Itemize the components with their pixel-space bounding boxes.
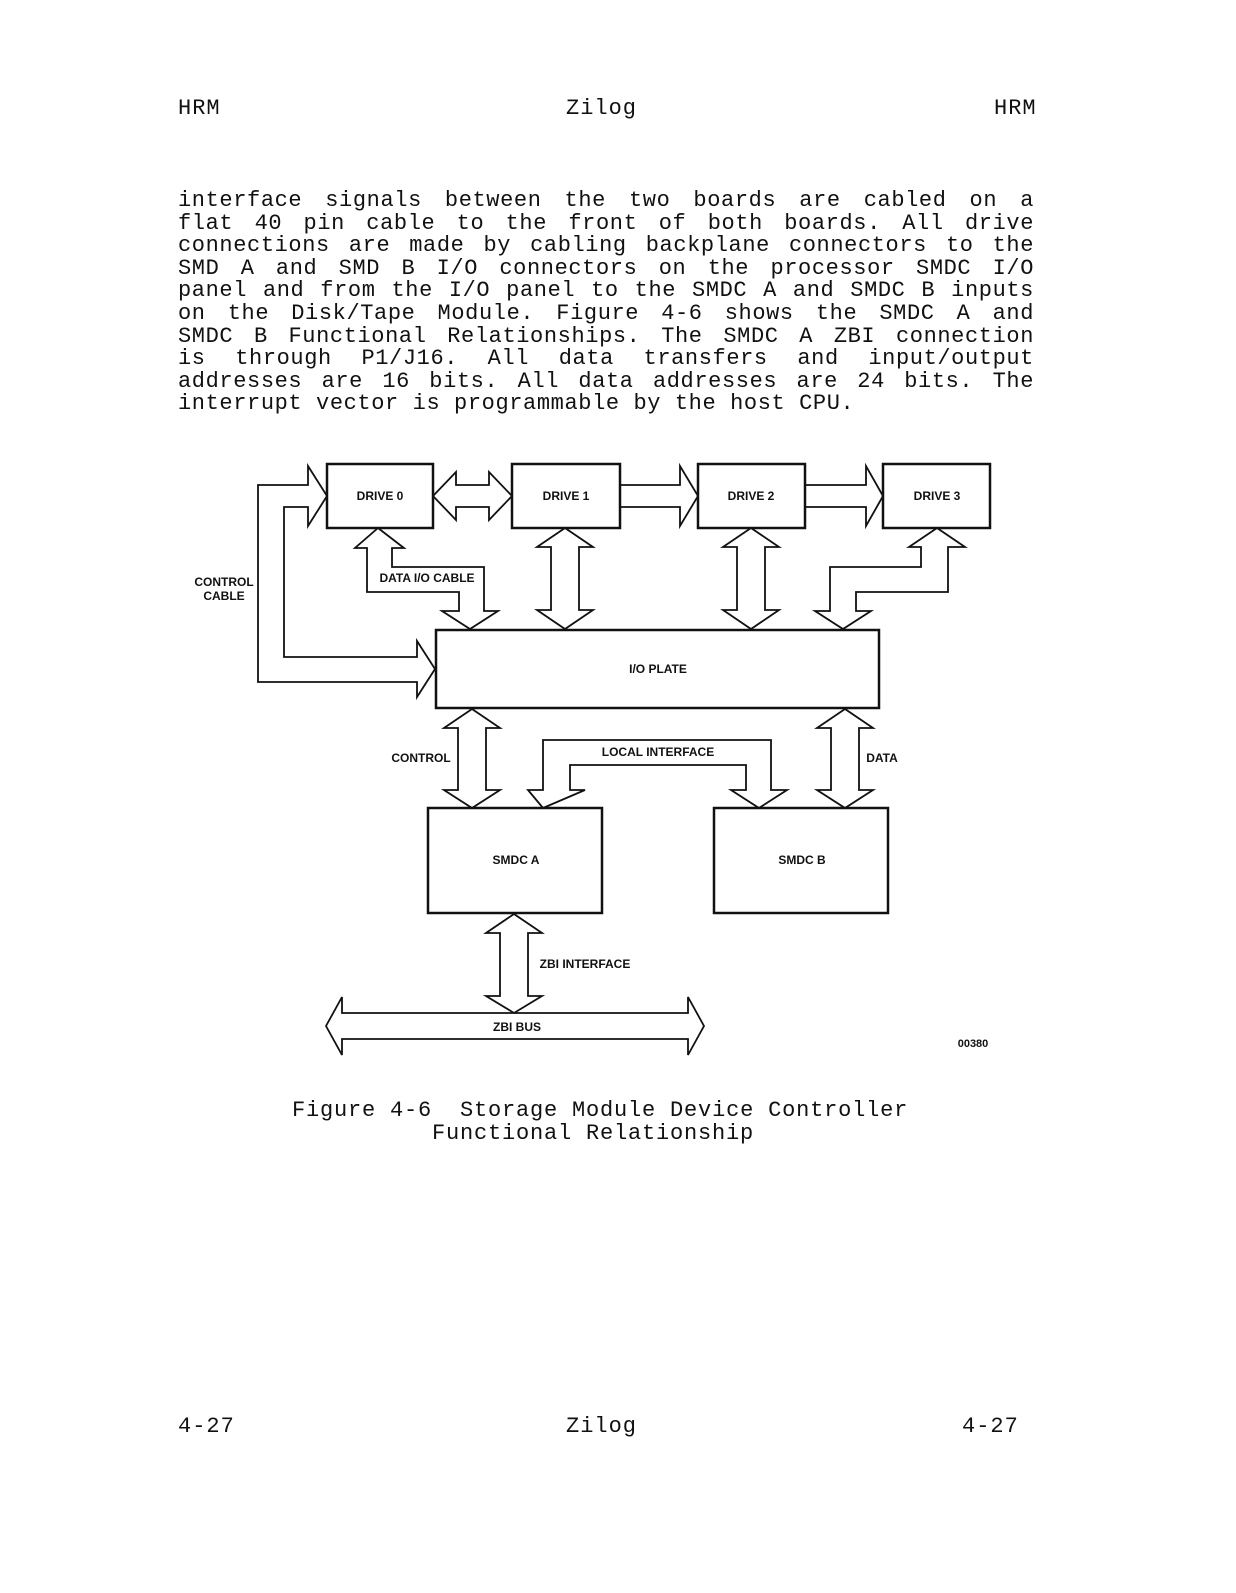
data-label: DATA [866,751,898,765]
header-center: Zilog [566,96,638,121]
footer-center: Zilog [566,1414,638,1439]
io-plate-label: I/O PLATE [629,662,687,676]
footer-right: 4-27 [962,1414,1019,1439]
control-label: CONTROL [391,751,451,765]
header-right: HRM [994,96,1037,121]
zbi-interface-arrow [486,914,542,1013]
control-cable-label-line2: CABLE [203,589,245,603]
drive-3-label: DRIVE 3 [913,489,961,503]
body-line: panel and from the I/O panel to the SMDC A and SMDC B inputs [178,278,1034,304]
control-arrow [444,709,500,808]
body-line: SMDC B Functional Relationships. The SMDC A ZBI connection [178,323,1034,349]
body-line: on the Disk/Tape Module. Figure 4-6 shows the SMDC A and [178,300,1034,326]
body-line: interrupt vector is programmable by the host CPU. [178,391,855,417]
drive0-drive1-arrow [433,472,512,520]
drive-0-label: DRIVE 0 [356,489,404,503]
data-io-cable-label: DATA I/O CABLE [379,571,475,585]
drive-2-label: DRIVE 2 [727,489,775,503]
body-line: addresses are 16 bits. All data addresses are 24 bits. The [178,368,1034,394]
data-arrow [817,709,873,808]
drive3-io-plate-arrow [815,528,965,629]
drive2-drive3-arrow [805,466,883,526]
zbi-interface-label: ZBI INTERFACE [539,957,631,971]
body-line: flat 40 pin cable to the front of both boards. All drive [178,210,1034,236]
local-interface-label: LOCAL INTERFACE [601,745,715,759]
zbi-bus-label: ZBI BUS [493,1020,541,1034]
figure-code: 00380 [957,1038,989,1050]
drive1-drive2-arrow [620,466,698,526]
body-line: connections are made by cabling backplane connectors to the [178,233,1034,259]
drive2-io-plate-arrow [723,528,779,629]
figure-caption-line1: Figure 4-6 Storage Module Device Controller [292,1098,909,1123]
body-line: interface signals between the two boards are cabled on a [178,188,1034,213]
body-line: SMD A and SMD B I/O connectors on the processor SMDC I/O [178,255,1034,281]
drive-1-label: DRIVE 1 [542,489,590,503]
header-left: HRM [178,96,221,121]
drive1-io-plate-arrow [537,528,593,629]
control-cable-label-line1: CONTROL [194,575,254,589]
body-line: is through P1/J16. All data transfers and input/output [178,346,1034,372]
figure-caption-line2: Functional Relationship [432,1121,755,1146]
smdc-a-label: SMDC A [492,853,540,867]
smdc-b-label: SMDC B [778,853,826,867]
footer-left: 4-27 [178,1414,235,1439]
